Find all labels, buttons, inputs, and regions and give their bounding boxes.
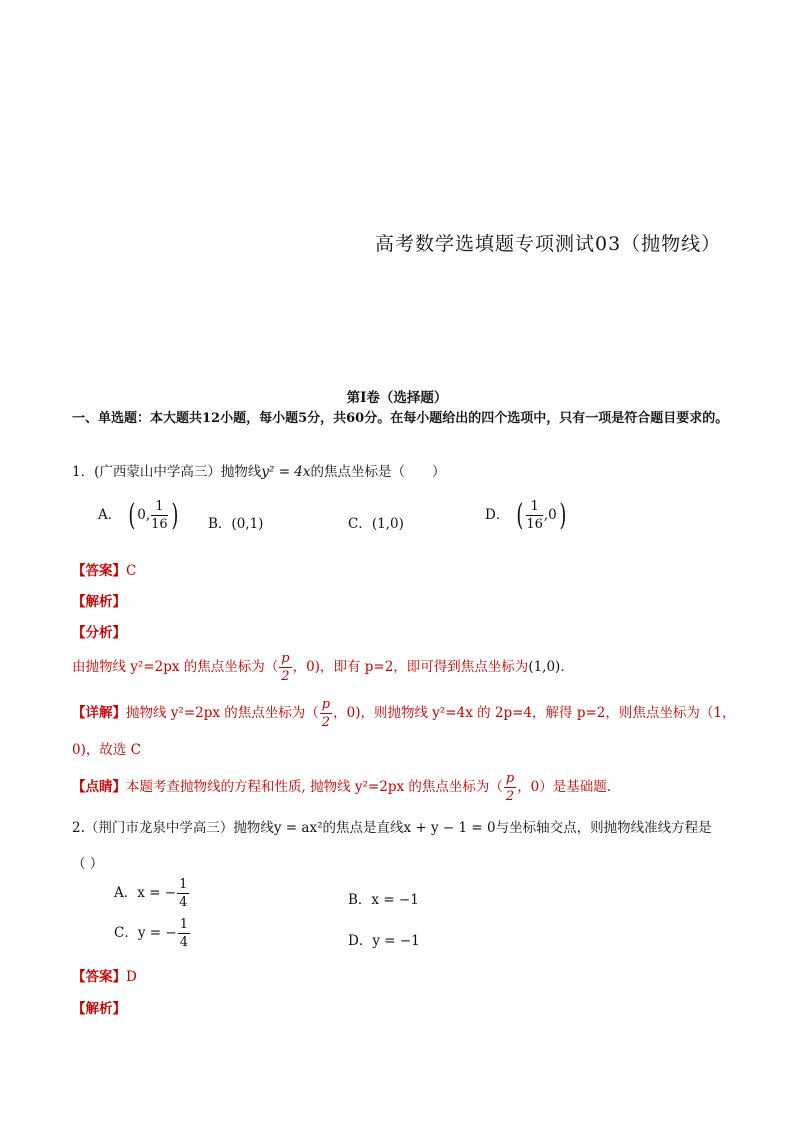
- q2-option-a-label: A．: [114, 885, 138, 901]
- question-2-equation-2: x + y − 1 = 0: [403, 820, 496, 836]
- question-2-stem: [72, 816, 712, 836]
- q1-detail: [72, 698, 735, 729]
- frac-den: 2: [281, 669, 290, 684]
- q1-option-a-label: A．: [98, 507, 122, 523]
- q2-option-d: [348, 929, 420, 949]
- q2-option-b: [348, 888, 419, 908]
- detail-text: [126, 697, 736, 730]
- q1-analyze-heading: [72, 621, 126, 641]
- analysis-label: 【解析】: [72, 1001, 126, 1017]
- comment-text: [126, 771, 612, 804]
- q1-option-b-label: B．: [208, 516, 232, 532]
- analysis-text-start: 由抛物线 y²=2px 的焦点坐标为（: [72, 659, 279, 675]
- question-2-stem-line2: （ ）: [72, 856, 104, 872]
- detail-p-over-2: [320, 698, 332, 729]
- analyze-label: 【分析】: [72, 625, 126, 641]
- q1-detail-line2: 0)，故选 C: [72, 742, 141, 758]
- q1-option-a-value: ( 0, $\frac{1}{16}$ ): [127, 497, 179, 533]
- q1-option-c: [348, 512, 404, 532]
- comment-text-end: ，0）是基础题.: [517, 779, 612, 795]
- question-1-stem: [72, 460, 446, 480]
- q1-option-b: [208, 512, 263, 532]
- p-over-2-fraction: [279, 652, 291, 683]
- q1-option-c-label: C．: [348, 516, 372, 532]
- analysis-label: 【解析】: [72, 594, 126, 610]
- q1-analysis-text: [72, 652, 565, 683]
- section-title: 第Ⅰ卷（选择题）: [346, 390, 448, 406]
- frac-num: 1: [179, 917, 188, 932]
- q1-option-d-value: ( $\frac{1}{16}$ ,0): [515, 497, 567, 533]
- document-title: 高考数学选填题专项测试03（抛物线）: [375, 233, 722, 255]
- q1-a-num: 1: [151, 500, 168, 516]
- q1-a-zero: 0,: [137, 507, 151, 523]
- detail-label: 【详解】: [72, 705, 126, 721]
- q1-option-d-label: D．: [485, 507, 510, 523]
- question-2-stem-mid: 的焦点是直线: [322, 820, 404, 836]
- question-2-stem-end: 与坐标轴交点，则抛物线准线方程是: [495, 820, 712, 836]
- q2-option-b-value: x = −1: [371, 892, 419, 908]
- q2-analysis-heading: [72, 997, 126, 1017]
- comment-p-over-2: [504, 772, 516, 803]
- q2-option-d-label: D．: [348, 933, 373, 949]
- question-1-equation: y² = 4x: [261, 464, 311, 480]
- analysis-point: (1,0): [528, 659, 561, 675]
- q1-answer: [72, 559, 136, 579]
- q1-analysis-heading: [72, 590, 126, 610]
- answer-value: D: [126, 969, 137, 985]
- instructions: 一、单选题：本大题共12小题，每小题5分，共60分。在每小题给出的四个选项中，只有一项是符合题目要求的。: [72, 411, 729, 426]
- q1-option-a: [98, 497, 180, 533]
- q1-option-d: [485, 497, 569, 533]
- q1-comment: [72, 772, 611, 803]
- q1-a-fraction: [151, 500, 168, 531]
- question-2-equation-1: y = ax²: [273, 820, 323, 836]
- q2-c-lhs: y = −: [137, 925, 177, 941]
- q2-a-fraction: [177, 878, 189, 909]
- q2-a-lhs: x = −: [137, 885, 177, 901]
- analysis-text-mid: ，0)，即有 p=2，即可得到焦点坐标为: [292, 659, 529, 675]
- q2-option-c-label: C．: [114, 925, 138, 941]
- frac-den: 4: [179, 935, 188, 950]
- answer-label: 【答案】: [72, 563, 126, 579]
- frac-num: p: [281, 651, 290, 666]
- q1-option-c-value: (1,0): [371, 516, 404, 532]
- question-1-stem-end: 的焦点坐标是（ ）: [310, 464, 446, 480]
- frac-den: 2: [321, 715, 331, 730]
- detail-text-mid: ，0)，则抛物线 y²=4x 的 2p=4，解得 p=2，则焦点坐标为（1，: [333, 705, 736, 721]
- q1-d-fraction: [526, 500, 543, 531]
- comment-text-start: 本题考查抛物线的方程和性质, 抛物线 y²=2px 的焦点坐标为（: [126, 779, 503, 795]
- frac-num: 1: [179, 877, 188, 892]
- q1-option-b-value: (0,1): [231, 516, 264, 532]
- q1-d-num: 1: [526, 500, 543, 516]
- frac-den: 2: [505, 789, 515, 804]
- q2-c-fraction: [178, 918, 190, 949]
- q1-a-den: 16: [151, 517, 168, 532]
- frac-num: p: [321, 697, 331, 712]
- q2-option-d-value: y = −1: [372, 933, 420, 949]
- q2-option-c: [114, 918, 191, 949]
- analysis-text-end: .: [560, 659, 565, 675]
- question-2-stem-text: 2.（荆门市龙泉中学高三）抛物线: [72, 820, 274, 836]
- frac-num: p: [505, 771, 515, 786]
- question-1-stem-text: 1．(广西蒙山中学高三）抛物线: [72, 464, 262, 480]
- q1-d-den: 16: [526, 517, 543, 532]
- q2-option-a: [114, 878, 190, 909]
- q1-d-zero: ,0: [543, 507, 557, 523]
- answer-value: C: [126, 563, 137, 579]
- q2-option-b-label: B．: [348, 892, 372, 908]
- detail-text-start: 抛物线 y²=2px 的焦点坐标为（: [126, 705, 319, 721]
- frac-den: 4: [179, 895, 188, 910]
- q2-answer: [72, 965, 137, 985]
- comment-label: 【点睛】: [72, 779, 126, 795]
- answer-label: 【答案】: [72, 969, 126, 985]
